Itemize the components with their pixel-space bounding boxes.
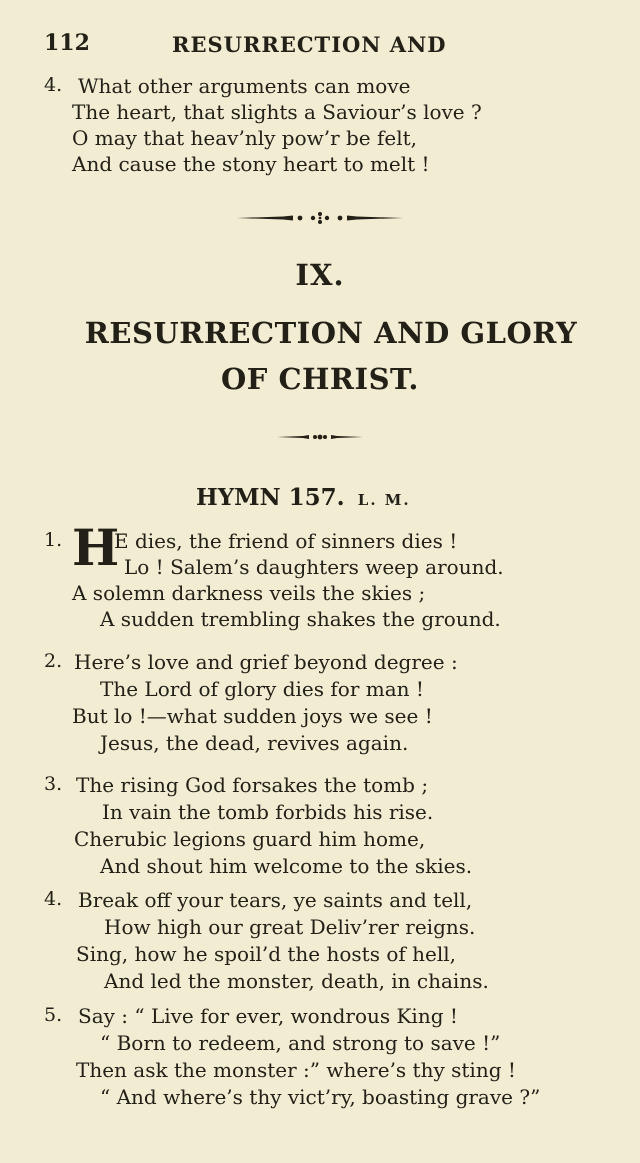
stanza-2 xyxy=(44,650,604,760)
section-title: RESURRECTION AND GLORY xyxy=(84,316,578,350)
stanza-3 xyxy=(44,773,604,883)
verse-line: The rising God forsakes the tomb ; xyxy=(76,773,429,797)
verse-line: But lo !—what sudden joys we see ! xyxy=(72,704,433,728)
prev-stanza xyxy=(44,74,604,184)
verse-line: And shout him welcome to the skies. xyxy=(100,854,473,878)
verse-line: Say : “ Live for ever, wondrous King ! xyxy=(78,1004,458,1028)
page-number: 112 xyxy=(44,30,90,56)
verse-line: And led the monster, death, in chains. xyxy=(104,969,489,993)
ornament-rule-icon xyxy=(275,431,365,443)
decorative-rule xyxy=(0,431,640,443)
stanza-1 xyxy=(44,518,604,639)
running-title: RESURRECTION AND xyxy=(172,32,447,57)
verse-line: Cherubic legions guard him home, xyxy=(74,827,426,851)
verse-line: A sudden trembling shakes the ground. xyxy=(100,607,501,631)
stanza-number: 2. xyxy=(44,650,63,672)
hymn-title: HYMN 157. xyxy=(196,484,345,511)
stanza-number: 5. xyxy=(44,1004,63,1026)
stanza-number: 3. xyxy=(44,773,63,795)
verse-line: A solemn darkness veils the skies ; xyxy=(72,581,426,605)
verse-line: Break off your tears, ye saints and tell, xyxy=(78,888,473,912)
verse-line: The Lord of glory dies for man ! xyxy=(100,677,424,701)
verse-line: What other arguments can move xyxy=(78,74,411,98)
verse-line: In vain the tomb forbids his rise. xyxy=(102,800,434,824)
verse-line: Sing, how he spoil’d the hosts of hell, xyxy=(76,942,457,966)
verse-line: “ And where’s thy vict’ry, boasting grave ?” xyxy=(100,1085,541,1109)
verse-line: The heart, that slights a Saviour’s love ? xyxy=(72,100,482,124)
verse-line: E dies, the friend of sinners dies ! xyxy=(114,529,458,553)
section-number: IX. xyxy=(295,258,345,292)
verse-line: Jesus, the dead, revives again. xyxy=(100,731,409,755)
hymn-meter: L. M. xyxy=(357,491,411,509)
stanza-number: 1. xyxy=(44,529,63,551)
hymn-heading xyxy=(196,484,411,511)
drop-cap: H xyxy=(72,518,120,577)
verse-line: Then ask the monster :” where’s thy sting ! xyxy=(76,1058,516,1082)
stanza-number: 4. xyxy=(44,74,63,96)
running-head xyxy=(44,30,484,60)
verse-line: How high our great Deliv’rer reigns. xyxy=(104,915,476,939)
ornament-rule-icon xyxy=(235,210,405,226)
verse-line: Here’s love and grief beyond degree : xyxy=(74,650,458,674)
stanza-4 xyxy=(44,888,604,998)
decorative-rule xyxy=(0,210,640,226)
section-title: OF CHRIST. xyxy=(221,362,419,396)
verse-line: And cause the stony heart to melt ! xyxy=(72,152,430,176)
stanza-number: 4. xyxy=(44,888,63,910)
verse-line: O may that heav’nly pow’r be felt, xyxy=(72,126,418,150)
verse-line: “ Born to redeem, and strong to save !” xyxy=(100,1031,501,1055)
stanza-5 xyxy=(44,1004,604,1124)
verse-line: Lo ! Salem’s daughters weep around. xyxy=(124,555,504,579)
